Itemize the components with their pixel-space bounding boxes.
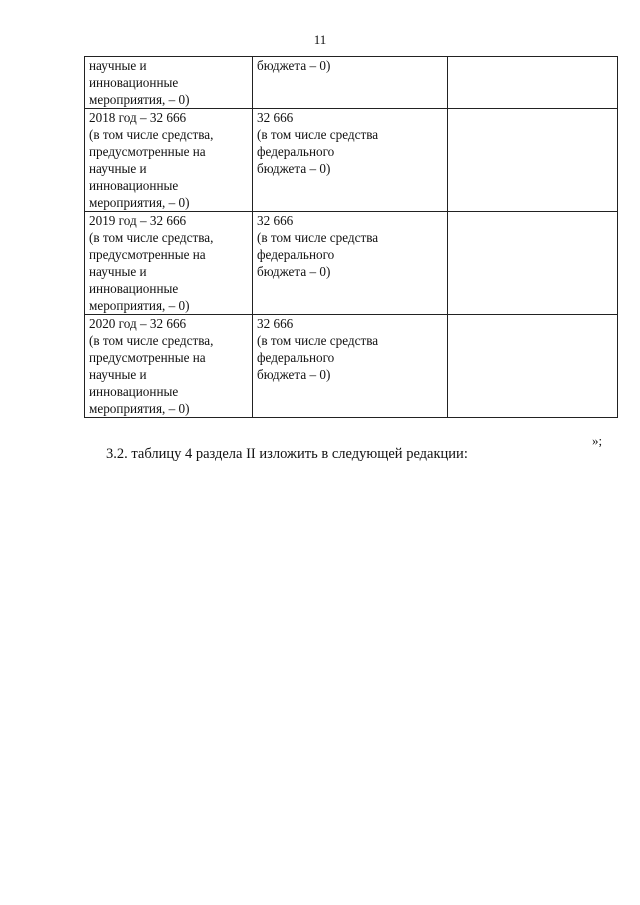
cell-line: бюджета – 0) (257, 161, 331, 176)
table-cell-col3 (448, 57, 618, 109)
cell-line: научные и (89, 58, 147, 73)
table-cell-col1 (85, 315, 253, 418)
cell-line: мероприятия, – 0) (89, 298, 190, 313)
cell-line: предусмотренные на (89, 247, 206, 262)
cell-line: (в том числе средства (257, 127, 379, 142)
cell-line: научные и (89, 367, 147, 382)
table-cell-col2 (253, 109, 448, 212)
cell-line: (в том числе средства, (89, 127, 214, 142)
cell-line: инновационные (89, 384, 179, 399)
cell-line: предусмотренные на (89, 350, 206, 365)
cell-line: инновационные (89, 178, 179, 193)
cell-line: мероприятия, – 0) (89, 401, 190, 416)
cell-line: 2018 год – 32 666 (89, 110, 187, 125)
table-row (85, 109, 618, 212)
budget-table (84, 56, 618, 418)
cell-line: федерального (257, 350, 335, 365)
closing-quote: »; (592, 433, 603, 448)
table-row (85, 315, 618, 418)
cell-line: инновационные (89, 281, 179, 296)
cell-line: 32 666 (257, 316, 294, 331)
table-cell-col2 (253, 57, 448, 109)
cell-line: мероприятия, – 0) (89, 92, 190, 107)
cell-line: 2020 год – 32 666 (89, 316, 187, 331)
cell-line: бюджета – 0) (257, 264, 331, 279)
cell-line: 2019 год – 32 666 (89, 213, 187, 228)
cell-line: бюджета – 0) (257, 58, 331, 73)
cell-line: (в том числе средства (257, 230, 379, 245)
table-cell-col3 (448, 315, 618, 418)
table-body (85, 57, 618, 418)
instruction-text: 3.2. таблицу 4 раздела II изложить в следующей редакции: (106, 446, 468, 462)
table-cell-col3 (448, 109, 618, 212)
cell-line: (в том числе средства, (89, 333, 214, 348)
table-row (85, 212, 618, 315)
cell-line: (в том числе средства, (89, 230, 214, 245)
cell-line: федерального (257, 247, 335, 262)
cell-line: предусмотренные на (89, 144, 206, 159)
cell-line: федерального (257, 144, 335, 159)
cell-line: научные и (89, 264, 147, 279)
table-cell-col3 (448, 212, 618, 315)
cell-line: (в том числе средства (257, 333, 379, 348)
table-cell-col2 (253, 315, 448, 418)
page-number: 11 (313, 32, 327, 47)
cell-line: научные и (89, 161, 147, 176)
table-row (85, 57, 618, 109)
cell-line: инновационные (89, 75, 179, 90)
cell-line: 32 666 (257, 110, 294, 125)
table-cell-col2 (253, 212, 448, 315)
cell-line: 32 666 (257, 213, 294, 228)
table-cell-col1 (85, 109, 253, 212)
table-cell-col1 (85, 57, 253, 109)
table-cell-col1 (85, 212, 253, 315)
cell-line: мероприятия, – 0) (89, 195, 190, 210)
cell-line: бюджета – 0) (257, 367, 331, 382)
